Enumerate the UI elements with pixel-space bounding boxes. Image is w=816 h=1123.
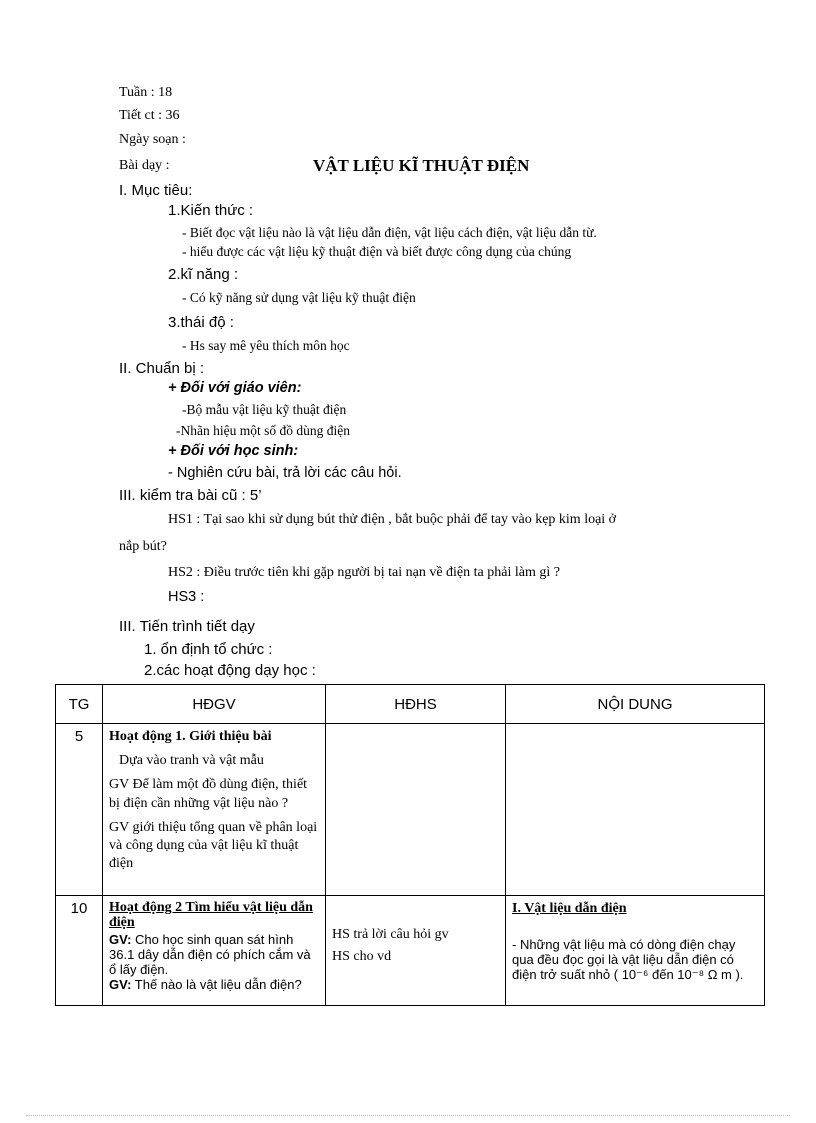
period-label: Tiết ct : 36: [119, 108, 180, 123]
row2-gv-label-1: GV:: [109, 931, 132, 947]
attitude-label: 3.thái độ :: [168, 314, 234, 331]
row2-gv-line-1: [109, 933, 319, 978]
teacher-prep-item-1: -Bộ mẫu vật liệu kỹ thuật điện: [182, 402, 347, 417]
review-question-1-cont: nắp bút?: [119, 539, 167, 554]
attitude-item-1: - Hs say mê yêu thích môn học: [182, 338, 350, 353]
prep-date-label: Ngày soạn :: [119, 132, 186, 147]
row2-content: [506, 896, 765, 1006]
skills-label: 2.kĩ năng :: [168, 266, 239, 283]
row1-time: 5: [56, 724, 103, 896]
row1-student-activity: [326, 724, 506, 896]
row2-teacher-activity: [103, 896, 326, 1006]
student-prep-item-1: - Nghiên cứu bài, trả lời các câu hỏi.: [168, 465, 402, 481]
skills-item-1: - Có kỹ năng sử dụng vật liệu kỹ thuật điện: [182, 290, 416, 305]
student-prep-label: + Đối với học sinh:: [168, 443, 299, 459]
header-content: NỘI DUNG: [506, 685, 765, 724]
row2-gv-text-1: Cho học sinh quan sát hình 36.1 dây dẫn điện có phích cắm và ổ lấy điện.: [109, 931, 311, 977]
teach-date-label: Bài dạy :: [119, 158, 170, 173]
row1-gv-line-1: Dựa vào tranh và vật mẫu: [119, 753, 264, 769]
page-title: VẬT LIỆU KĨ THUẬT ĐIỆN: [313, 156, 530, 175]
row2-content-title: I. Vật liệu dẫn điện: [512, 901, 627, 916]
row2-hs-line-1: HS trả lời câu hỏi gv: [332, 927, 449, 942]
row2-activity-title: Hoạt động 2 Tìm hiểu vật liệu dẫn điện: [109, 900, 313, 931]
row2-time: 10: [56, 896, 103, 1006]
review-question-1: HS1 : Tại sao khi sử dụng bút thử điện , bắt buộc phải để tay vào kẹp kim loại ở: [168, 512, 617, 527]
row2-hs-line-2: HS cho vd: [332, 949, 392, 965]
teacher-prep-label: + Đối với giáo viên:: [168, 380, 302, 396]
knowledge-item-2: - hiểu được các vật liệu kỹ thuật điện và biết được công dụng của chúng: [182, 244, 572, 259]
knowledge-label: 1.Kiến thức :: [168, 202, 254, 219]
review-question-3: HS3 :: [168, 589, 205, 605]
row1-teacher-activity: [103, 724, 326, 896]
review-heading: III. kiểm tra bài cũ : 5’: [119, 487, 262, 504]
preparation-heading: II. Chuẩn bị :: [119, 360, 205, 377]
review-question-2: HS2 : Điều trước tiên khi gặp người bị tai nạn về điện ta phải làm gì ?: [168, 565, 560, 580]
row1-activity-title: Hoạt động 1. Giới thiệu bài: [109, 729, 272, 744]
page-bottom-border: [26, 1115, 790, 1116]
procedure-heading: III. Tiến trình tiết dạy: [119, 618, 255, 635]
row2-gv-label-2: GV:: [109, 976, 132, 992]
row2-gv-line-2: [109, 978, 319, 993]
row2-student-activity: [326, 896, 506, 1006]
table-row: [56, 896, 765, 1006]
row1-content: [506, 724, 765, 896]
procedure-step-2: 2.các hoạt động dạy học :: [144, 662, 316, 679]
teacher-prep-item-2: -Nhãn hiệu một số đồ dùng điện: [176, 423, 350, 438]
header-time: TG: [56, 685, 103, 724]
row2-content-text: - Những vật liệu mà có dòng điện chạy qua đều đọc gọi là vật liệu dẫn điện có điện trở suất nhỏ ( 10⁻⁶ đến 10⁻⁸ Ω m ).: [512, 937, 744, 983]
objectives-heading: I. Mục tiêu:: [119, 182, 193, 199]
lesson-plan-table: [55, 684, 765, 1006]
table-header-row: [56, 685, 765, 724]
procedure-step-1: 1. ổn định tổ chức :: [144, 641, 273, 658]
row2-gv-text-2: Thế nào là vật liệu dẫn điện?: [131, 976, 302, 992]
row1-gv-line-2: GV Để làm một đồ dùng điện, thiết bị điện cần những vật liệu nào ?: [109, 777, 308, 811]
header-teacher-activity: HĐGV: [103, 685, 326, 724]
header-student-activity: HĐHS: [326, 685, 506, 724]
knowledge-item-1: - Biết đọc vật liệu nào là vật liệu dẫn điện, vật liệu cách điện, vật liệu dẫn từ.: [182, 225, 597, 240]
row1-gv-line-3: GV giới thiệu tổng quan về phân loại và công dụng của vật liệu kĩ thuật điện: [109, 819, 318, 872]
table-row: [56, 724, 765, 896]
week-label: Tuần : 18: [119, 85, 173, 100]
